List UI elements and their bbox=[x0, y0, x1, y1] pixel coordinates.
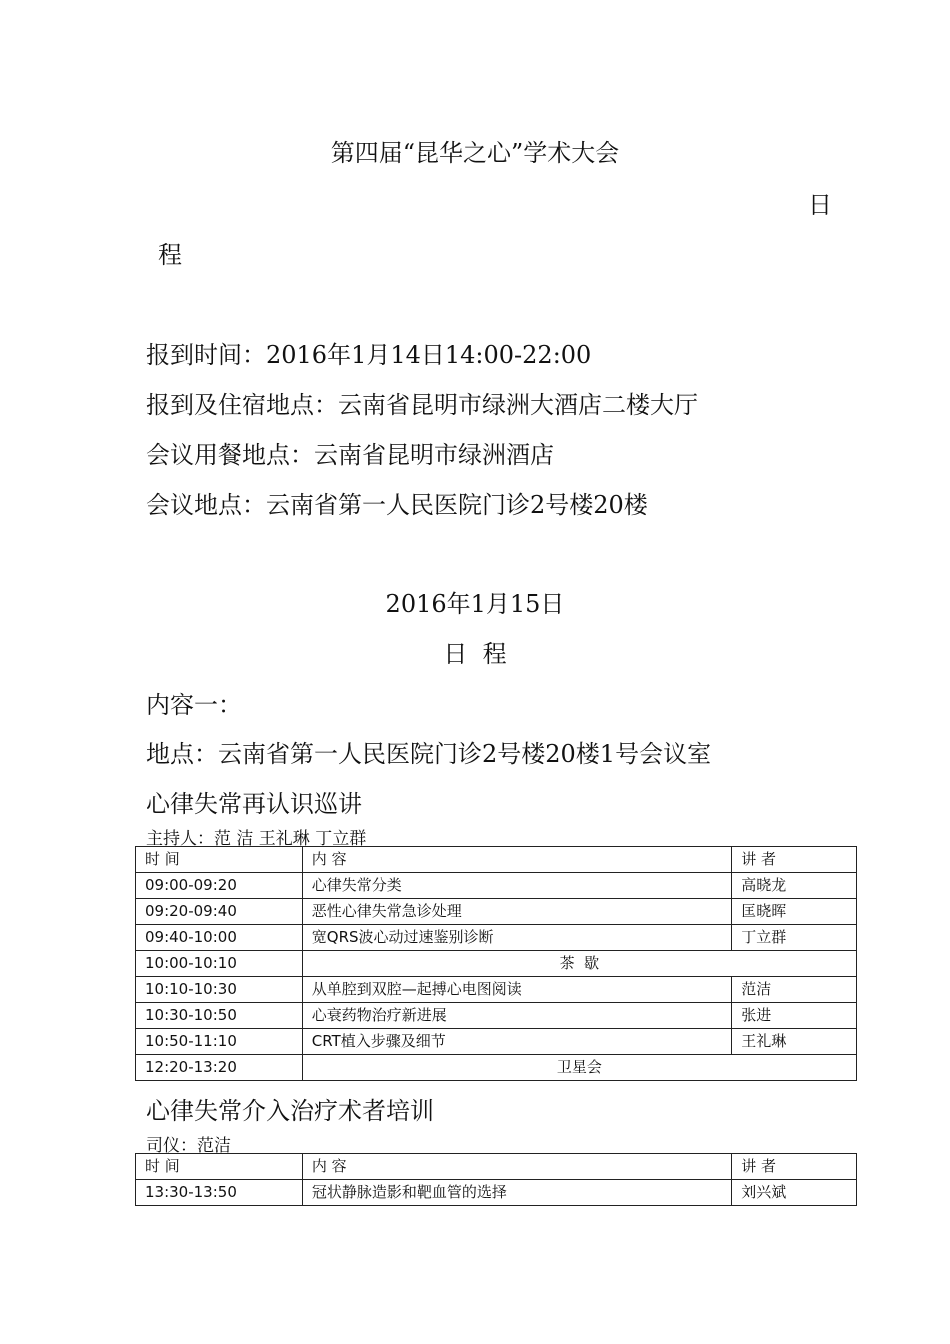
table-row bbox=[136, 899, 857, 925]
row-time: 09:40-10:00 bbox=[136, 925, 303, 951]
row-time: 09:20-09:40 bbox=[136, 899, 303, 925]
schedule-date: 2016年1月15日 bbox=[385, 590, 565, 618]
row-content: 心律失常分类 bbox=[302, 873, 731, 899]
header-speaker: 讲 者 bbox=[732, 847, 857, 873]
meeting-location: 会议地点：云南省第一人民医院门诊2号楼20楼 bbox=[146, 491, 648, 519]
row-time: 10:10-10:30 bbox=[136, 977, 303, 1003]
row-time: 12:20-13:20 bbox=[136, 1055, 303, 1081]
session2-table bbox=[135, 1153, 857, 1206]
header-time: 时 间 bbox=[136, 1154, 303, 1180]
row-speaker: 范洁 bbox=[732, 977, 857, 1003]
session2-title: 心律失常介入治疗术者培训 bbox=[146, 1097, 434, 1125]
header-speaker: 讲 者 bbox=[732, 1154, 857, 1180]
row-content-satellite: 卫星会 bbox=[302, 1055, 856, 1081]
table-header-row bbox=[136, 1154, 857, 1180]
table-row bbox=[136, 873, 857, 899]
session1-table bbox=[135, 846, 857, 1081]
table-row bbox=[136, 951, 857, 977]
row-time: 10:00-10:10 bbox=[136, 951, 303, 977]
table-row bbox=[136, 925, 857, 951]
session1-host: 主持人：范 洁 王礼琳 丁立群 bbox=[146, 829, 367, 849]
venue: 地点：云南省第一人民医院门诊2号楼20楼1号会议室 bbox=[146, 740, 712, 768]
header-time: 时 间 bbox=[136, 847, 303, 873]
header-content: 内 容 bbox=[302, 1154, 731, 1180]
registration-location: 报到及住宿地点：云南省昆明市绿洲大酒店二楼大厅 bbox=[146, 391, 698, 419]
schedule-heading-ri: 日 bbox=[808, 191, 832, 219]
table-row bbox=[136, 1029, 857, 1055]
row-content: 冠状静脉造影和靶血管的选择 bbox=[302, 1180, 731, 1206]
row-content: 心衰药物治疗新进展 bbox=[302, 1003, 731, 1029]
row-speaker: 匡晓晖 bbox=[732, 899, 857, 925]
row-speaker: 王礼琳 bbox=[732, 1029, 857, 1055]
schedule-heading-cheng: 程 bbox=[158, 241, 182, 269]
session2-host: 司仪：范洁 bbox=[146, 1136, 231, 1156]
dining-location: 会议用餐地点：云南省昆明市绿洲酒店 bbox=[146, 441, 554, 469]
table-row bbox=[136, 1055, 857, 1081]
table-header-row bbox=[136, 847, 857, 873]
row-time: 10:50-11:10 bbox=[136, 1029, 303, 1055]
row-time: 09:00-09:20 bbox=[136, 873, 303, 899]
table-row bbox=[136, 977, 857, 1003]
row-content: 从单腔到双腔—起搏心电图阅读 bbox=[302, 977, 731, 1003]
header-content: 内 容 bbox=[302, 847, 731, 873]
row-content: 宽QRS波心动过速鉴别诊断 bbox=[302, 925, 731, 951]
table-row bbox=[136, 1180, 857, 1206]
row-time: 10:30-10:50 bbox=[136, 1003, 303, 1029]
row-time: 13:30-13:50 bbox=[136, 1180, 303, 1206]
row-speaker: 高晓龙 bbox=[732, 873, 857, 899]
row-content-break: 茶 歇 bbox=[302, 951, 856, 977]
table-row bbox=[136, 1003, 857, 1029]
content-label: 内容一： bbox=[146, 691, 242, 719]
row-content: 恶性心律失常急诊处理 bbox=[302, 899, 731, 925]
registration-time: 报到时间：2016年1月14日14:00-22:00 bbox=[146, 341, 592, 369]
row-speaker: 刘兴斌 bbox=[732, 1180, 857, 1206]
session1-title: 心律失常再认识巡讲 bbox=[146, 790, 362, 818]
row-content: CRT植入步骤及细节 bbox=[302, 1029, 731, 1055]
row-speaker: 丁立群 bbox=[732, 925, 857, 951]
conference-title: 第四届“昆华之心”学术大会 bbox=[330, 139, 620, 167]
day-schedule-heading: 日 程 bbox=[443, 640, 507, 668]
row-speaker: 张进 bbox=[732, 1003, 857, 1029]
